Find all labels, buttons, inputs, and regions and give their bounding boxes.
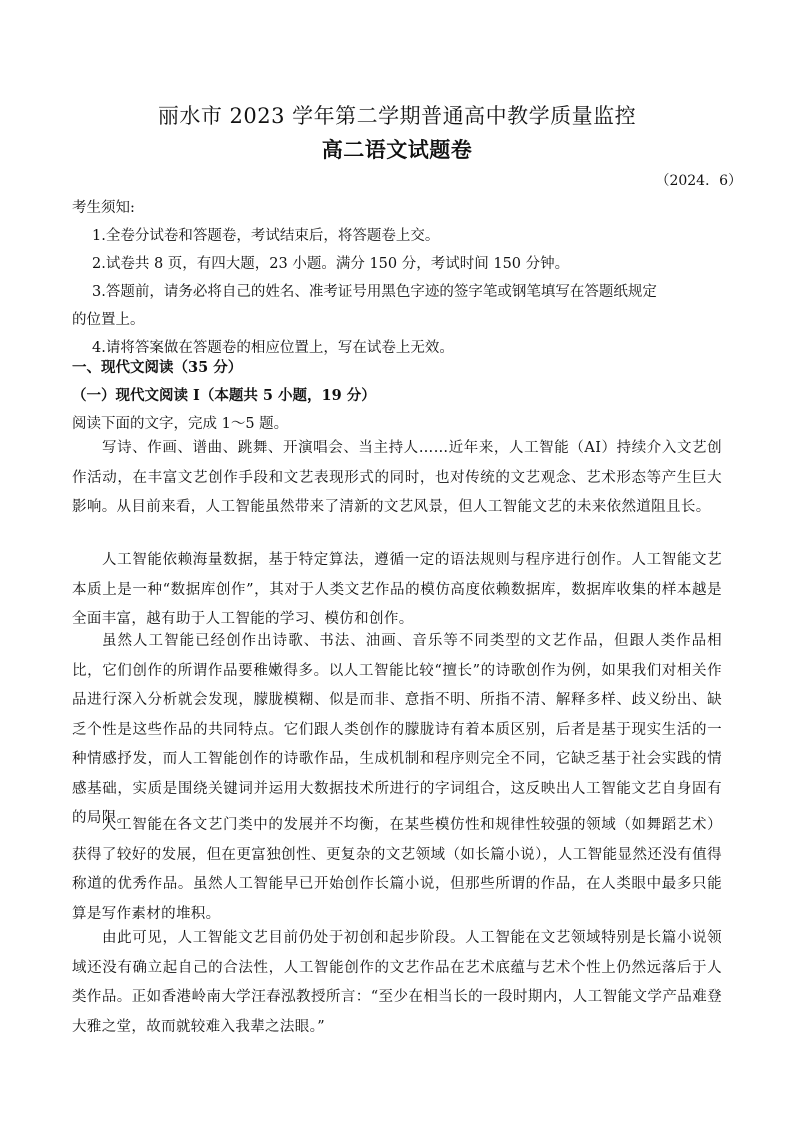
passage-paragraph: 由此可见，人工智能文艺目前仍处于初创和起步阶段。人工智能在文艺领域特别是长篇小说领域还没有确立起自己的合法性，人工智能创作的文艺作品在艺术底蕴与艺术个性上仍然远落后于人类作品。正如香港岭南大学汪春泓教授所言：“至少在相当长的一段时期内，人工智能文学产品难登大雅之堂，故而就较难入我辈之法眼。” — [72, 930, 722, 1035]
notice-item: 3.答题前，请务必将自己的姓名、准考证号用黑色字迹的签字笔或钢笔填写在答题纸规定 — [92, 284, 657, 300]
section-heading: 一、现代文阅读（35 分） — [72, 359, 243, 376]
notice-item: 4.请将答案做在答题卷的相应位置上，写在试卷上无效。 — [92, 340, 454, 356]
notice-item: 1.全卷分试卷和答题卷，考试结束后，将答题卷上交。 — [92, 228, 440, 244]
notice-block — [72, 194, 722, 362]
notice-item: 的位置上。 — [72, 312, 145, 328]
section-subheading: （一）现代文阅读 I（本题共 5 小题，19 分） — [72, 387, 376, 404]
exam-subtitle: 高二语文试题卷 — [321, 137, 473, 162]
notice-item: 2.试卷共 8 页，有四大题，23 小题。满分 150 分，考试时间 150 分钟。 — [92, 256, 570, 272]
exam-date: （2024．6） — [655, 173, 742, 189]
passage-paragraph: 虽然人工智能已经创作出诗歌、书法、油画、音乐等不同类型的文艺作品，但跟人类作品相比，它们创作的所谓作品要稚嫩得多。以人工智能比较“擅长”的诗歌创作为例，如果我们对相关作品进行深入分析就会发现，朦胧模糊、似是而非、意指不明、所指不清、解释多样、歧义纷出、缺乏个性是这些作品的共同特点。它们跟人类创作的朦胧诗有着本质区别，后者是基于现实生活的一种情感抒发，而人工智能创作的诗歌作品，生成机制和程序则完全不同，它缺乏基于社会实践的情感基础，实质是围绕关键词并运用大数据技术所进行的字词组合，这反映出人工智能文艺自身固有的局限。 — [72, 633, 722, 826]
passage-paragraph: 写诗、作画、谱曲、跳舞、开演唱会、当主持人……近年来，人工智能（AI）持续介入文艺创作活动，在丰富文艺创作手段和文艺表现形式的同时，也对传统的文艺观念、艺术形态等产生巨大影响。从目前来看，人工智能虽然带来了清新的文艺风景，但人工智能文艺的未来依然道阻且长。 — [72, 440, 722, 515]
section-header — [72, 354, 722, 438]
passage-paragraph: 人工智能在各文艺门类中的发展并不均衡，在某些模仿性和规律性较强的领域（如舞蹈艺术）获得了较好的发展，但在更富独创性、更复杂的文艺领域（如长篇小说），人工智能显然还没有值得称道的优秀作品。虽然人工智能早已开始创作长篇小说，但那些所谓的作品，在人类眼中最多只能算是写作素材的堆积。 — [72, 817, 722, 922]
reading-instruction: 阅读下面的文字，完成 1～5 题。 — [72, 416, 289, 432]
passage-paragraph: 人工智能依赖海量数据，基于特定算法，遵循一定的语法规则与程序进行创作。人工智能文艺本质上是一种“数据库创作”，其对于人类文艺作品的模仿高度依赖数据库，数据库收集的样本越是全面丰富，越有助于人工智能的学习、模仿和创作。 — [72, 552, 722, 627]
notice-heading: 考生须知: — [72, 200, 135, 216]
exam-title: 丽水市 2023 学年第二学期普通高中教学质量监控 — [157, 104, 637, 128]
